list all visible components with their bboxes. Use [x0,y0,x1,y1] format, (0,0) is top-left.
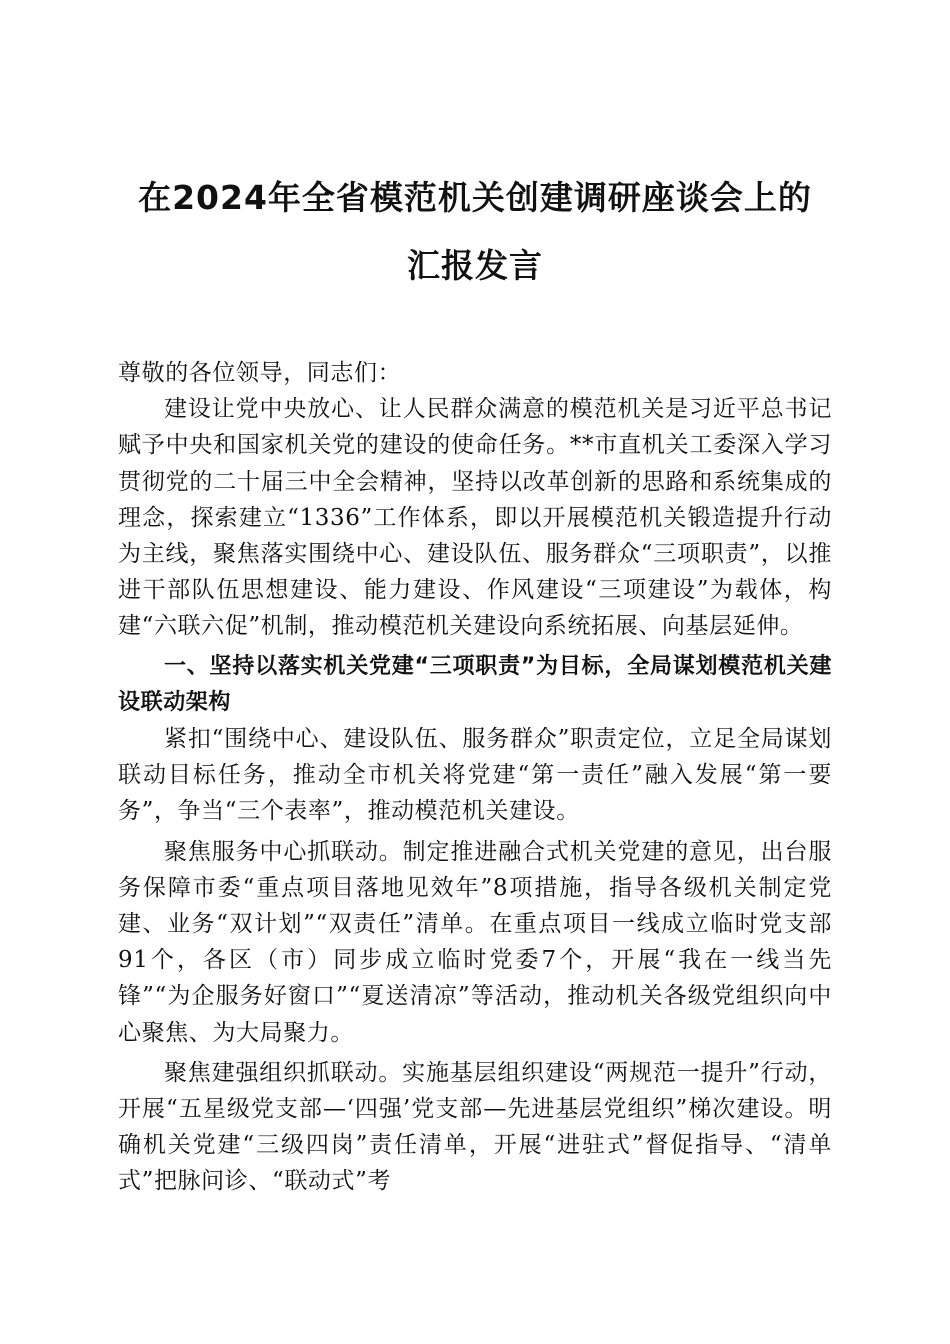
document-title-line-2: 汇报发言 [407,246,543,285]
section-1-paragraph-3: 聚焦建强组织抓联动。实施基层组织建设“两规范一提升”行动，开展“五星级党支部—‘四强’党支部—先进基层党组织”梯次建设。明确机关党建“三级四岗”责任清单，开展“进驻式”督促指导、“清单式”把脉问诊、“联动式”考 [118,1059,832,1195]
section-1-paragraph-2: 聚焦服务中心抓联动。制定推进融合式机关党建的意见，出台服务保障市委“重点项目落地见效年”8项措施，指导各级机关制定党建、业务“双计划”“双责任”清单。在重点项目一线成立临时党支部91个，各区（市）同步成立临时党委7个，开展“我在一线当先锋”“为企服务好窗口”“夏送清凉”等活动，推动机关各级党组织向中心聚焦、为大局聚力。 [118,838,832,1046]
section-1-heading: 一、坚持以落实机关党建“三项职责”为目标，全局谋划模范机关建设联动架构 [118,653,832,715]
intro-paragraph: 建设让党中央放心、让人民群众满意的模范机关是习近平总书记赋予中央和国家机关党的建设的使命任务。**市直机关工委深入学习贯彻党的二十届三中全会精神，坚持以改革创新的思路和系统集成的理念，探索建立“1336”工作体系，即以开展模范机关锻造提升行动为主线，聚焦落实围绕中心、建设队伍、服务群众“三项职责”，以推进干部队伍思想建设、能力建设、作风建设“三项建设”为载体，构建“六联六促”机制，推动模范机关建设向系统拓展、向基层延伸。 [118,396,832,640]
document-body [118,355,832,1200]
section-1-paragraph-1: 紧扣“围绕中心、建设队伍、服务群众”职责定位，立足全局谋划联动目标任务，推动全市机关将党建“第一责任”融入发展“第一要务”，争当“三个表率”，推动模范机关建设。 [118,726,832,825]
document-title-line-1: 在2024年全省模范机关创建调研座谈会上的 [138,178,812,217]
salutation: 尊敬的各位领导，同志们： [118,360,402,386]
